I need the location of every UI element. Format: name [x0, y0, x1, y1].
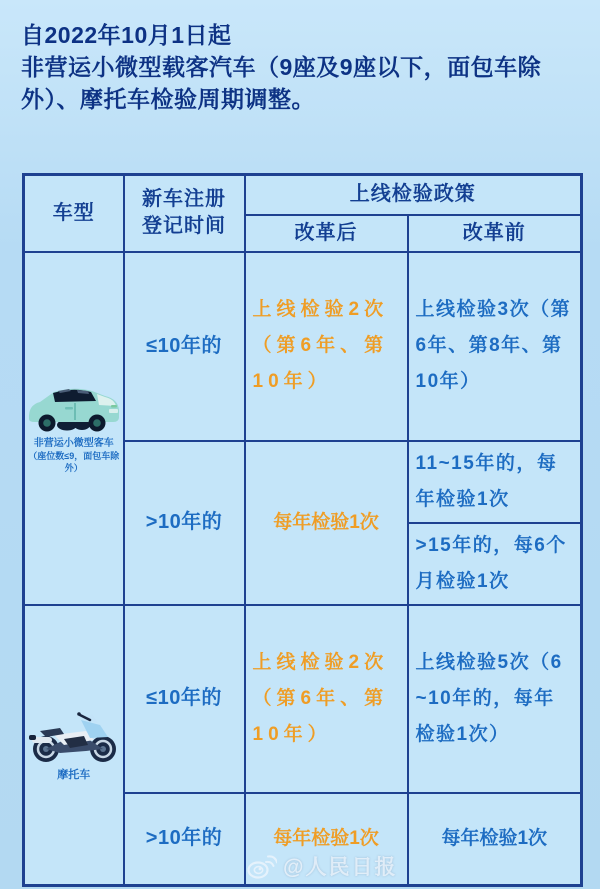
car-age-le10: ≤10年的: [124, 252, 245, 441]
motorcycle-cell: [24, 605, 124, 886]
inspection-policy-table: [22, 173, 583, 887]
car-label: [25, 437, 123, 474]
header-after-reform-label: 改革后: [294, 221, 358, 244]
moto-le10-after-reform: 上线检验2次（第6年、第10年）: [245, 605, 408, 793]
header-policy: [245, 175, 582, 215]
car-gt10-before-reform-gt15: >15年的，每6个月检验1次: [408, 523, 582, 605]
motorcycle-label-line-1: 摩托车: [57, 769, 91, 782]
header-vehicle-type: [24, 175, 124, 252]
header-registration-time-label: 新车注册登记时间: [142, 188, 226, 238]
header-vehicle-type-label: 车型: [52, 201, 95, 224]
header-before-reform-label: 改革前: [462, 221, 526, 244]
header-policy-label: 上线检验政策: [349, 183, 476, 206]
moto-gt10-after-reform: 每年检验1次: [245, 793, 408, 886]
car-le10-after-reform: 上线检验2次（第6年、第10年）: [245, 252, 408, 441]
header-before-reform: [408, 215, 582, 252]
page-title: [21, 19, 581, 115]
title-line-1: 自2022年10月1日起: [21, 22, 232, 48]
car-age-gt10: >10年的: [124, 441, 245, 605]
car-icon: [25, 382, 123, 434]
title-line-2: 非营运小微型载客汽车（9座及9座以下，面包车除外）、摩托车检验周期调整。: [21, 54, 542, 112]
moto-gt10-before-reform: 每年检验1次: [408, 793, 582, 886]
car-gt10-after-reform: 每年检验1次: [245, 441, 408, 605]
motorcycle-label: [57, 768, 90, 782]
moto-age-gt10: >10年的: [124, 793, 245, 886]
car-le10-before-reform: 上线检验3次（第6年、第8年、第10年）: [408, 252, 582, 441]
weibo-watermark-text: @人民日报: [283, 856, 398, 879]
weibo-icon: [247, 854, 277, 879]
moto-age-le10: ≤10年的: [124, 605, 245, 793]
weibo-watermark: [247, 851, 397, 881]
moto-le10-before-reform: 上线检验5次（6~10年的，每年检验1次）: [408, 605, 582, 793]
header-after-reform: [245, 215, 408, 252]
car-label-line-2: （座位数≤9，面包车除外）: [28, 451, 120, 473]
header-registration-time: [124, 175, 245, 252]
car-gt10-before-reform-11-15: 11~15年的，每年检验1次: [408, 441, 582, 523]
car-cell: [24, 252, 124, 605]
car-label-line-1: 非营运小微型客车: [33, 438, 114, 449]
motorcycle-icon: [26, 707, 122, 765]
